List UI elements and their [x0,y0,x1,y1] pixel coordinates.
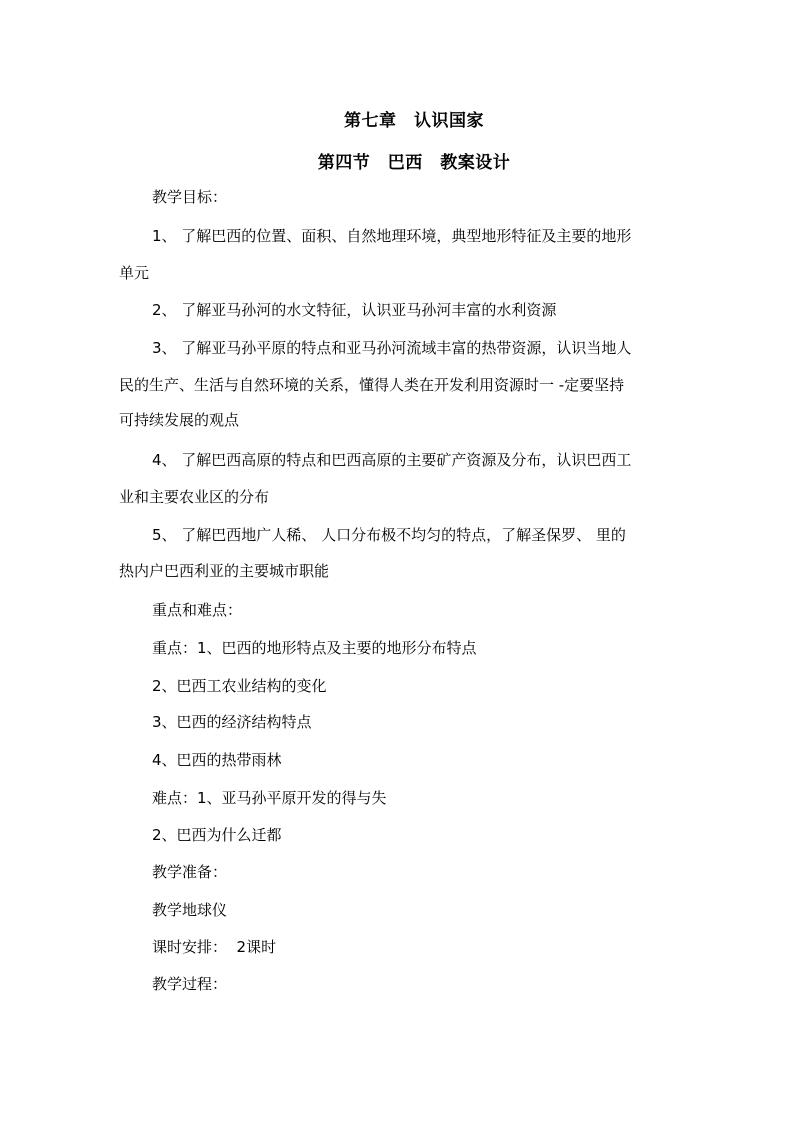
objective-1-line-2: 单元 [119,264,150,282]
objective-3-line-1: 3、 了解亚马孙平原的特点和亚马孙河流域丰富的热带资源，认识当地人 [152,339,632,357]
objective-5-line-1: 5、 了解巴西地广人稀、 人口分布极不均匀的特点，了解圣保罗、 里的 [152,526,626,544]
objective-4-line-2: 业和主要农业区的分布 [119,488,270,506]
objective-1-line-1: 1、 了解巴西的位置、面积、自然地理环境，典型地形特征及主要的地形 [152,227,632,245]
objective-5-line-2: 热内户巴西利亚的主要城市职能 [119,562,330,580]
preparation-item: 教学地球仪 [152,901,228,919]
key-point-1: 重点：1、巴西的地形特点及主要的地形分布特点 [152,639,477,657]
section-title: 第四节 巴西 教案设计 [317,153,511,173]
objectives-heading: 教学目标： [152,188,228,206]
chapter-title: 第七章 认识国家 [344,111,484,131]
schedule: 课时安排： 2课时 [152,938,277,956]
key-point-4: 4、巴西的热带雨林 [152,751,282,769]
difficulty-2: 2、巴西为什么迁都 [152,826,282,844]
objective-3-line-3: 可持续发展的观点 [119,411,240,429]
key-points-heading: 重点和难点： [152,601,243,619]
key-point-2: 2、巴西工农业结构的变化 [152,677,327,695]
objective-3-line-2: 民的生产、生活与自然环境的关系，懂得人类在开发利用资源时一 -定要坚持 [119,376,625,394]
preparation-heading: 教学准备： [152,863,228,881]
process-heading: 教学过程： [152,975,228,993]
difficulty-1: 难点：1、亚马孙平原开发的得与失 [152,789,387,807]
key-point-3: 3、巴西的经济结构特点 [152,713,312,731]
objective-2: 2、 了解亚马孙河的水文特征，认识亚马孙河丰富的水利资源 [152,301,557,319]
objective-4-line-1: 4、 了解巴西高原的特点和巴西高原的主要矿产资源及分布，认识巴西工 [152,451,632,469]
